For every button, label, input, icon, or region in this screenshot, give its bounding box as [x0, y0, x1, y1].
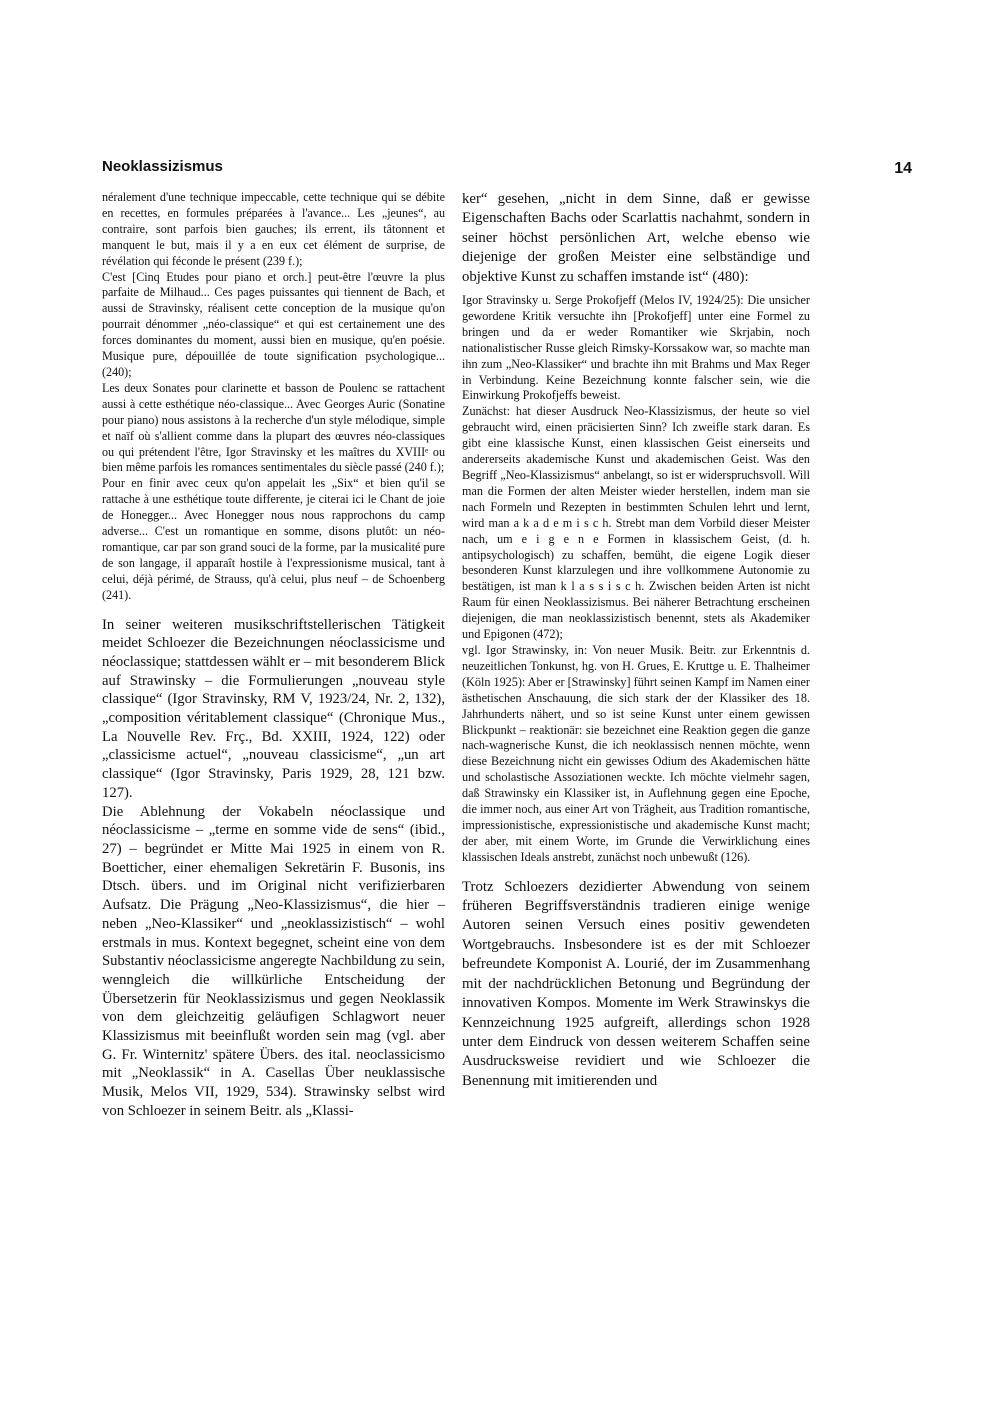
running-header [102, 158, 912, 182]
page-number: 14 [894, 160, 912, 177]
quote-paragraph: Pour en finir avec ceux qu'on appelait les „Six“ et bien qu'il se rattache à une esthétique toute differente, je citerai ici le Chant de joie de Honegger... Avec Honegger nous nous rapprochons du camp adverse... C'est un romantique en somme, disons plutôt: un néo-romantique, car par son grand souci de la forme, par la musicalité pure de son langage, il apparaît hostile à l'expressionisme musical, tant à celui, déjà périmé, de Strauss, qu'à celui, plus neuf – de Schoenberg (241). [102, 476, 445, 602]
body-paragraph: Die Ablehnung der Vokabeln néoclassique und néoclassicisme – „terme en somme vide de sens“ (ibid., 27) – begründet er Mitte Mai 1925 in einem von R. Boetticher, einer ehemaligen Sekretärin F. Busonis, ins Dtsch. übers. und im Original nicht verifizierbaren Aufsatz. Die Prägung „Neo-Klassizismus“, die hier – neben „Neo-Klassiker“ und „neoklassizistisch“ – wohl erstmals in mus. Kontext begegnet, scheint eine von dem Substantiv néoclassicisme angeregte Nachbildung zu sein, wenngleich die willkürliche Entscheidung der Übersetzerin für Neoklassizismus und gegen Neoklassik von dem gleichzeitig geläufigen Schlagwort neuer Klassizismus mit beeinflußt worden sein mag (vgl. aber G. Fr. Winternitz' spätere Übers. des ital. neoclassicismo mit „Neoklassik“ in A. Casellas Über neuklassische Musik, Melos VII, 1929, 534). Strawinsky selbst wird von Schloezer in seinem Beitr. als „Klassi- [102, 803, 445, 1119]
quote-paragraph: Zunächst: hat dieser Ausdruck Neo-Klassizismus, der heute so viel gebraucht wird, einen präcisierten Sinn? Ich zweifle stark daran. Es gibt eine klassische Kunst, einen klassischen Geist einerseits und andererseits akademische Kunst und akademischen Geist. Was den Begriff „Neo-Klassizismus“ anbelangt, so ist er widerspruchsvoll. Will man die Formen der alten Meister wieder herstellen, indem man sie nach Formeln und Rezepten in bestimmten Schulen lehrt und lernt, wird man a k a d e m i s c h. Strebt man dem Vorbild dieser Meister nach, um e i g e n e Formen in klassischem Geist, (d. h. antipsychologisch) zu schaffen, bemüht, die eigene Logik dieser besonderen Kunst klarzulegen und ihre vollkommene Autonomie zu bestätigen, ist man k l a s s i s c h. Zwischen beiden Arten ist nicht Raum für einen Neoklassizismus. Bei näherer Betrachtung erscheinen diejenigen, die man neoklassizistisch benennt, stets als Akademiker und Epigonen (472); [462, 404, 810, 642]
quote-paragraph: néralement d'une technique impeccable, cette technique qui se débite en recettes, en formules préparées à l'avance... Les „jeunes“, au contraire, sont parfois bien gauches; ils errent, ils tâtonnent et manquent le but, mais il y a en eux cet élément de surprise, de révélation qui féconde le présent (239 f.); [102, 190, 445, 268]
body-paragraph: Trotz Schloezers dezidierter Abwendung von seinem früheren Begriffsverständnis tradieren einige wenige Autoren seinen Versuch eines positiv gewendeten Wortgebrauchs. Insbesondere ist es der mit Schloezer befreundete Komponist A. Lourié, der im Zusammenhang mit der nachdrücklichen Betonung und Begründung der innovativen Kompos. Momente im Werk Strawinskys die Kennzeichnung 1925 aufgreift, allerdings schon 1928 unter dem Eindruck von dessen weiterem Schaffen seine Ausdrucksweise revidiert und wie Schloezer die Benennung mit imitierenden und [462, 878, 810, 1089]
quote-paragraph: vgl. Igor Strawinsky, in: Von neuer Musik. Beitr. zur Erkenntnis d. neuzeitlichen Tonkunst, hg. von H. Grues, E. Kruttge u. E. Thalheimer (Köln 1925): Aber er [Strawinsky] führt seinen Kampf im Namen einer ästhetischen Anschauung, die sich stark der der Klassiker des 18. Jahrhunderts nähert, und so ist seine Kunst unter einem gewissen Blickpunkt – reaktionär: sie bezeichnet eine Reaktion gegen die ganze nach-wagnerische Kunst, die ich neoklassisch nennen möchte, wenn diese Bezeichnung nicht ein gewisses Odium des Akademischen hätte und scholastische Assoziationen weckte. Ich möchte vielmehr sagen, daß Strawinsky ein Klassiker ist, in Auflehnung gegen eine Epoche, die immer noch, aus einer Art von Trägheit, aus Tradition romantische, impressionistische, expressionistische und akademische Kunst macht; der aber, mit einem Worte, im Grunde die Verwirklichung eines klassischen Ideals anstrebt, zunächst noch unbewußt (126). [462, 642, 810, 864]
body-paragraph: In seiner weiteren musikschriftstellerischen Tätigkeit meidet Schloezer die Bezeichnungen néoclassicisme und néoclassique; stattdessen wählt er – mit besonderem Blick auf Strawinsky – die Formulierungen „nouveau style classique“ (Igor Stravinsky, RM V, 1923/24, Nr. 2, 132), „composition véritablement classique“ (Chronique Mus., La Nouvelle Rev. Frç., Bd. XXIII, 1924, 122) oder „classicisme actuel“, „nouveau classicisme“, „un art classique“ (Igor Stravinsky, Paris 1929, 28, 121 bzw. 127). [102, 616, 445, 801]
body-paragraph: ker“ gesehen, „nicht in dem Sinne, daß er gewisse Eigenschaften Bachs oder Scarlattis nachahmt, sondern in seiner höchst persönlichen Art, welche ebenso wie diejenige der großen Meister eine selbständige und objektive Kunst zu schaffen imstande ist“ (480): [462, 191, 810, 285]
quote-paragraph: Les deux Sonates pour clarinette et basson de Poulenc se rattachent aussi à cette esthétique néo-classique... Avec Georges Auric (Sonatine pour piano) nous assistons à la recherche d'un style mélodique, simple et naïf où s'allient comme dans la plupart des œuvres néo-classiques ou qui prétendent l'être, Igor Stravinsky et les maîtres du XVIIIᵉ ou bien même parfois les romances sentimentales du siècle passé (240 f.); [102, 380, 445, 475]
right-column [462, 190, 810, 1091]
quote-paragraph: C'est [Cinq Etudes pour piano et orch.] peut-être l'œuvre la plus parfaite de Milhaud... Ces pages puissantes qui tiennent de Bach, et aussi de Stravinsky, réalisent cette conception de la musique qu'on pourrait dénommer „néo-classique“ et qui est certainement une des forces dominantes du moment, aussi bien en musique, qu'en poésie. Musique pure, dépouillée de toute signification psychologique... (240); [102, 269, 445, 379]
left-column [102, 190, 445, 1121]
quote-paragraph: Igor Stravinsky u. Serge Prokofjeff (Melos IV, 1924/25): Die unsicher gewordene Kritik versuchte ihn [Prokofjeff] unter eine Formel zu bringen und da er weder Romantiker wie Skrjabin, noch nationalistischer Russe gleich Rimsky-Korssakow war, so machte man ihn zum „Neo-Klassiker“ und brachte ihn mit Brahms und Max Reger in Verbindung. Keine Bezeichnung konnte falscher sein, wie die Einwirkung Prokofjeffs beweist. [462, 293, 810, 403]
page-title: Neoklassizismus [102, 158, 223, 175]
